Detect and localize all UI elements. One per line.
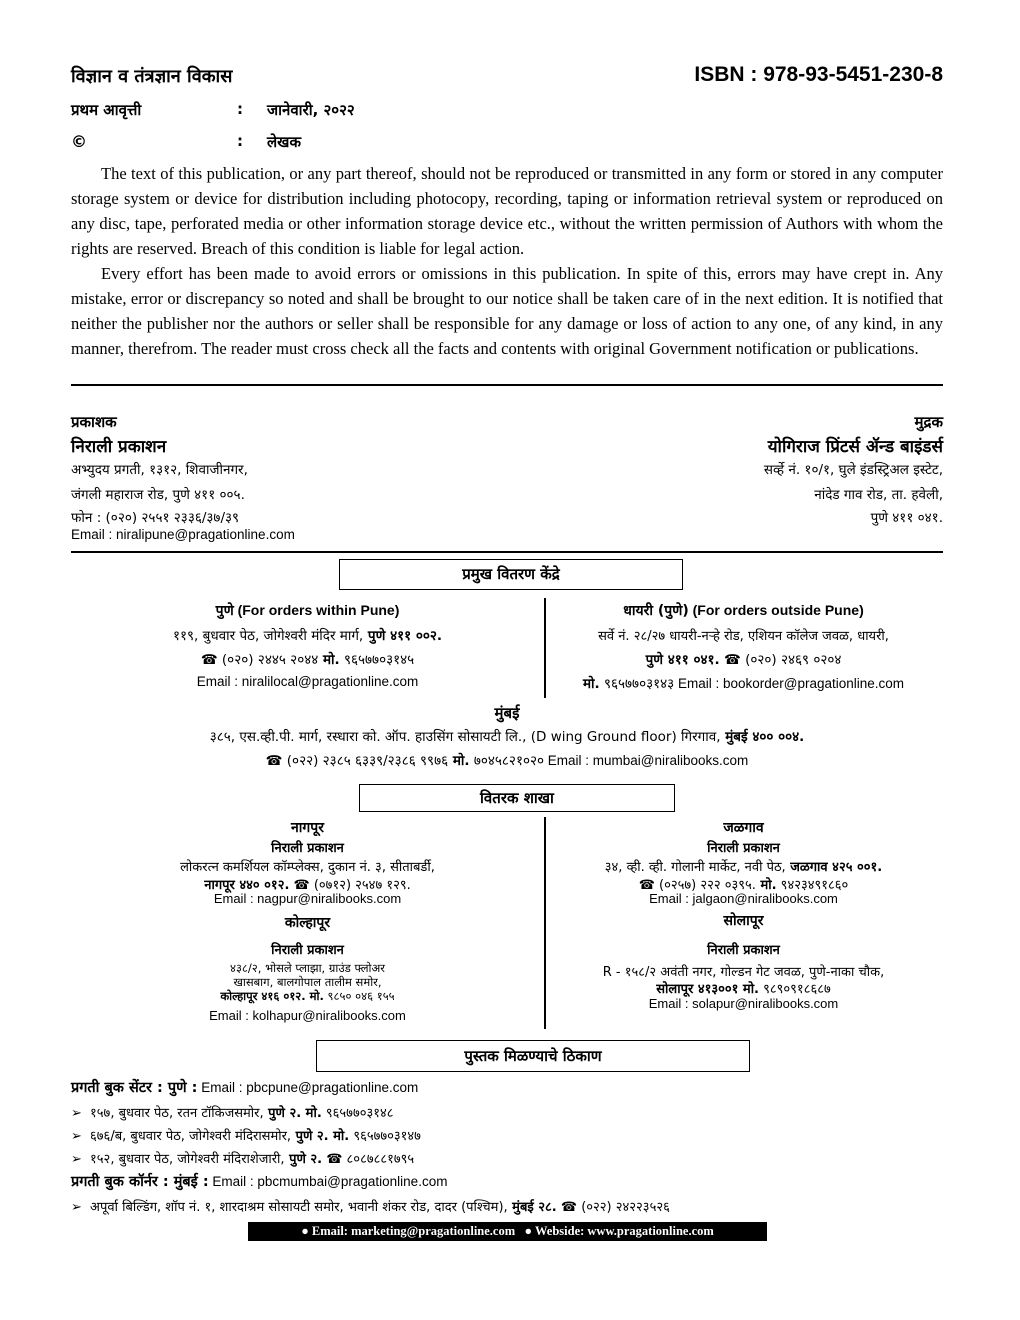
list-item — [71, 1197, 670, 1215]
solapur-email: Email : solapur@niralibooks.com — [648, 996, 839, 1011]
phone-number: ☎ (०२५७) २२२ ०३९५. — [638, 878, 756, 893]
address-city: पुणे ४११ ००२. — [363, 628, 443, 644]
address-city: जळगाव ४२५ ००१. — [785, 860, 883, 875]
address-city: पुणे २. मो. — [263, 1106, 322, 1121]
printer-address-line: नांदेड गाव रोड, ता. हवेली, — [814, 487, 943, 503]
kolhapur-address: ४३८/२, भोसले प्लाझा, ग्राउंड फ्लोअर — [229, 961, 386, 975]
solapur-address: R - १५८/२ अवंती नगर, गोल्डन गेट जवळ, पुणे-नाका चौक, — [602, 965, 885, 980]
jalgaon-city: जळगाव — [723, 820, 764, 836]
kolhapur-phone-line — [71, 989, 544, 1004]
isbn: ISBN : 978-93-5451-230-8 — [694, 63, 943, 86]
solapur-phone-line — [546, 979, 941, 997]
phone-number: ☎ (०२०) २४४५ २०४४ — [200, 652, 319, 668]
mobile-number: ९८५० ०४६ १५५ — [323, 989, 395, 1003]
kolhapur-city: कोल्हापूर — [284, 915, 331, 931]
mobile-label: मो. — [738, 982, 759, 997]
list-item — [71, 1103, 394, 1121]
mobile-label: मो. — [318, 652, 340, 668]
printer-address-line: सर्व्हे नं. १०/१, घुले इंडस्ट्रिअल इस्टेट, — [763, 462, 943, 478]
store-title: प्रगती बुक कॉर्नर : मुंबई : — [71, 1174, 209, 1190]
notice-paragraph-1: The text of this publication, or any part thereof, should not be reproduced or transmitted in any form or stored in any computer storage system or device for distribution including photocopy, recording, taping or information retrieval system or reproduced on any disc, tape, perforated media or other information storage device etc., without the written permission of Authors with whom the rights are reserved. Breach of this condition is liable for legal action. — [71, 164, 943, 258]
email-text: Email : pbcmumbai@pragationline.com — [208, 1174, 448, 1189]
copyright-holder: लेखक — [267, 133, 301, 151]
publisher-address-line: जंगली महाराज रोड, पुणे ४११ ००५. — [71, 487, 245, 503]
address-text: १५७, बुधवार पेठ, रतन टॉकिजसमोर, — [85, 1106, 264, 1121]
address-city: सोलापूर ४१३००१ — [656, 982, 739, 997]
book-title: विज्ञान व तंत्रज्ञान विकास — [71, 66, 233, 87]
mumbai-title: मुंबई — [494, 704, 520, 722]
branches-heading-box — [359, 784, 675, 812]
distribution-heading: प्रमुख वितरण केंद्रे — [462, 565, 560, 583]
address-text: १५२, बुधवार पेठ, जोगेश्वरी मंदिराशेजारी, — [85, 1152, 285, 1167]
printer-heading: मुद्रक — [914, 413, 943, 431]
printer-address-line: पुणे ४११ ०४१. — [870, 510, 943, 526]
pune-address — [71, 626, 544, 644]
divider — [71, 384, 943, 386]
mobile-label: मो. — [582, 676, 600, 692]
address-city: नागपूर ४४० ०१२. — [204, 878, 290, 893]
dhayari-title: धायरी (पुणे) — [623, 603, 689, 619]
bookstores-heading-box — [316, 1040, 750, 1072]
publisher-email: Email : niralipune@pragationline.com — [71, 527, 295, 542]
solapur-city: सोलापूर — [723, 913, 764, 929]
pune-title: पुणे — [215, 603, 234, 619]
arrow-icon: ➢ — [71, 1106, 82, 1121]
pune-email: Email : niralilocal@pragationline.com — [196, 674, 419, 689]
phone-number: ☎ (०२२) २३८५ ६३३९/२३८६ ९९७६ — [265, 753, 449, 769]
arrow-icon: ➢ — [71, 1152, 82, 1167]
publisher-name: निराली प्रकाशन — [71, 437, 167, 457]
footer-contact-bar — [248, 1222, 767, 1241]
pune-center-title — [71, 601, 544, 620]
address-text: ११९, बुधवार पेठ, जोगेश्वरी मंदिर मार्ग, — [172, 628, 364, 644]
mobile-label: मो. — [305, 989, 324, 1003]
mobile-label: मो. — [755, 878, 777, 893]
copyright-colon: : — [237, 132, 243, 150]
address-city: पुणे २. मो. — [291, 1129, 350, 1144]
address-text: ३८५, एस.व्ही.पी. मार्ग, रस्धारा को. ऑप. हाउसिंग सोसायटी लि., (D wing Ground floor) गिरगाव, — [209, 729, 721, 745]
address-city: पुणे २. — [284, 1152, 323, 1167]
address-text: ६७६/ब, बुधवार पेठ, जोगेश्वरी मंदिरासमोर, — [85, 1129, 292, 1144]
publisher-phone: फोन : (०२०) २५५१ २३३६/३७/३९ — [71, 510, 240, 526]
dhayari-phone-line — [546, 650, 941, 668]
list-item — [71, 1149, 414, 1167]
dhayari-mobile-line — [546, 674, 941, 692]
mumbai-phone-line — [71, 751, 943, 769]
branches-heading: वितरक शाखा — [480, 789, 554, 807]
phone-number: ☎ (०२२) २४२२३५२६ — [556, 1200, 670, 1215]
address-city: पुणे ४११ ०४१. — [645, 652, 720, 668]
address-text: ३४, व्ही. व्ही. गोलानी मार्केट, नवी पेठ, — [604, 860, 786, 875]
email-text: Email : mumbai@niralibooks.com — [544, 753, 749, 768]
address-city: मुंबई ४०० ००४. — [720, 729, 805, 745]
notice-paragraph-2: Every effort has been made to avoid errors or omissions in this publication. In spite of this, errors may have crept in. Any mistake, error or discrepancy so noted and shall be brought to our notice shall be taken care of in the next edition. It is notified that neither the publisher nor the authors or seller shall be responsible for any damage or loss of action to any one, of any kind, in any manner, therefrom. The reader must cross check all the facts and contents with original Government notification or publications. — [71, 264, 943, 358]
email-text: Email : pbcpune@pragationline.com — [197, 1080, 419, 1095]
edition-date: जानेवारी, २०२२ — [267, 101, 355, 119]
phone-number: ☎ ८०८७८८१७९५ — [322, 1152, 415, 1167]
kolhapur-publisher: निराली प्रकाशन — [271, 943, 344, 958]
mobile-number: ९८९०९१८६८७ — [759, 982, 831, 997]
arrow-icon: ➢ — [71, 1200, 82, 1215]
phone-number: ☎ (०२०) २४६९ ०२०४ — [719, 652, 842, 668]
divider — [71, 551, 943, 553]
pune-book-center — [71, 1077, 418, 1097]
footer-website: ● Webside: www.pragationline.com — [524, 1224, 714, 1238]
arrow-icon: ➢ — [71, 1129, 82, 1144]
dhayari-address: सर्वे नं. २८/२७ धायरी-नऱ्हे रोड, एशियन कॉलेज जवळ, धायरी, — [598, 629, 889, 644]
dhayari-center-title — [546, 601, 941, 620]
address-text: अपूर्वा बिल्डिंग, शॉप नं. १, शारदाश्रम सोसायटी समोर, भवानी शंकर रोड, दादर (पश्चिम), — [85, 1200, 508, 1215]
pune-phone-line — [71, 650, 544, 668]
kolhapur-email: Email : kolhapur@niralibooks.com — [209, 1008, 406, 1023]
mobile-number: ९६५७७०३१४५ — [339, 652, 415, 668]
nagpur-publisher: निराली प्रकाशन — [271, 841, 344, 856]
jalgaon-publisher: निराली प्रकाशन — [707, 841, 780, 856]
store-title: प्रगती बुक सेंटर : पुणे : — [71, 1080, 198, 1096]
printer-name: योगिराज प्रिंटर्स ॲन्ड बाइंडर्स — [767, 437, 943, 457]
list-item — [71, 1126, 421, 1144]
publisher-address-line: अभ्युदय प्रगती, १३१२, शिवाजीनगर, — [71, 462, 248, 478]
nagpur-email: Email : nagpur@niralibooks.com — [213, 891, 402, 906]
edition-label: प्रथम आवृत्ती — [71, 101, 142, 119]
mobile-label: मो. — [448, 753, 470, 769]
nagpur-address: लोकरत्न कमर्शियल कॉम्प्लेक्स, दुकान नं. ३, सीताबर्डी, — [180, 860, 435, 875]
address-city: कोल्हापूर ४१६ ०१२. — [220, 989, 306, 1003]
phone-number: ☎ (०७१२) २५४७ १२९. — [289, 878, 411, 893]
address-city: मुंबई २८. — [507, 1200, 557, 1215]
mobile-number: ९४२३४९१८६० — [776, 878, 849, 893]
edition-colon: : — [237, 100, 243, 118]
mobile-number: ७०४५८२१०२० — [469, 753, 545, 769]
dhayari-subtitle: (For orders outside Pune) — [688, 602, 864, 618]
jalgaon-email: Email : jalgaon@niralibooks.com — [649, 891, 838, 906]
footer-email: ● Email: marketing@pragationline.com — [301, 1224, 516, 1238]
distribution-heading-box — [339, 559, 683, 590]
email-text: Email : bookorder@pragationline.com — [674, 676, 905, 691]
mumbai-address — [71, 727, 943, 745]
pune-subtitle: (For orders within Pune) — [233, 602, 400, 618]
bookstores-heading: पुस्तक मिळण्याचे ठिकाण — [464, 1047, 602, 1065]
copyright-symbol: © — [71, 132, 87, 151]
solapur-publisher: निराली प्रकाशन — [707, 943, 780, 958]
publisher-heading: प्रकाशक — [71, 413, 117, 431]
mobile-number: ९६५७७०३१४८ — [321, 1106, 394, 1121]
mumbai-book-corner — [71, 1171, 447, 1191]
jalgaon-address — [546, 857, 941, 875]
kolhapur-address: खासबाग, बालगोपाल तालीम समोर, — [233, 975, 382, 989]
nagpur-city: नागपूर — [291, 820, 324, 836]
mobile-number: ९६५७७०३१४३ — [599, 676, 675, 692]
mobile-number: ९६५७७०३१४७ — [349, 1129, 421, 1144]
